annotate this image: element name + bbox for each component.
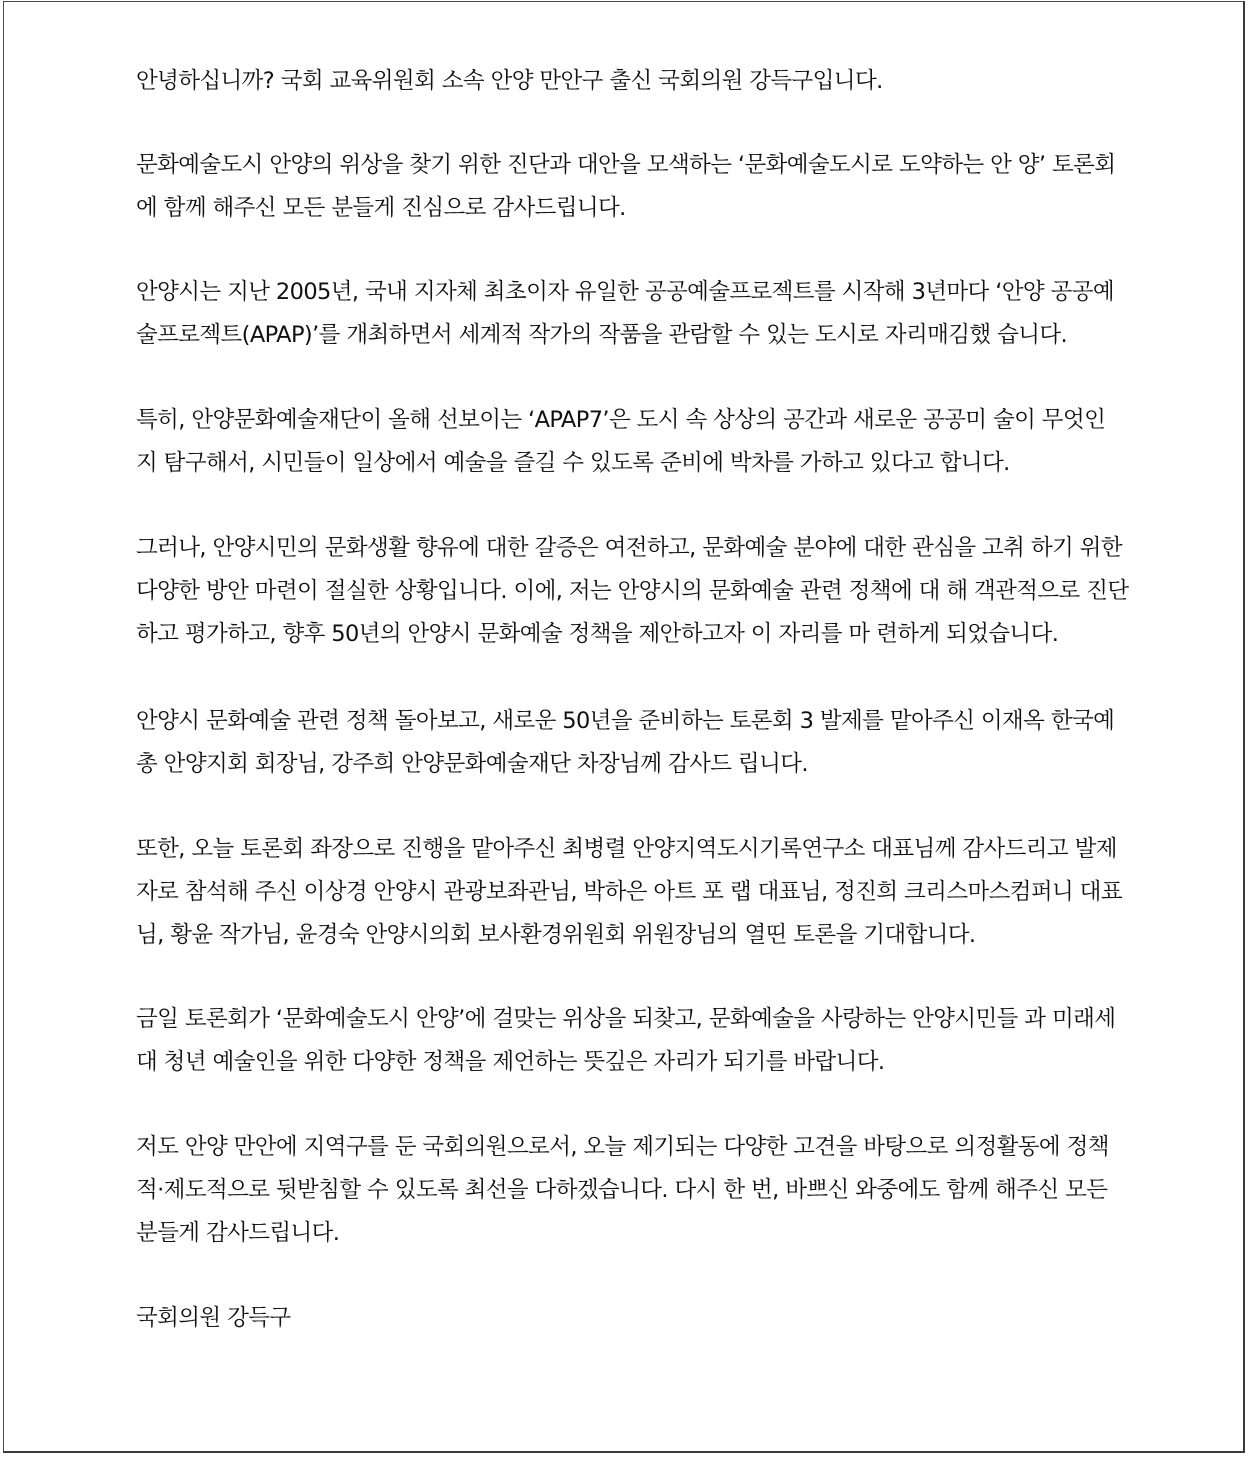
- paragraph-presenter-thanks: [136, 700, 1156, 786]
- text-line: 지 탐구해서, 시민들이 일상에서 예술을 즐길 수 있도록 준비에 박차를 가하고 있다고 합니다.: [136, 450, 1010, 476]
- text-line: 안양시는 지난 2005년, 국내 지자체 최초이자 유일한 공공예술프로젝트를 시작해 3년마다 ‘안양 공공예: [136, 279, 1115, 305]
- paragraph-thanks-attendance: [136, 144, 1156, 230]
- paragraph-hope: [136, 998, 1156, 1084]
- text-line: 금일 토론회가 ‘문화예술도시 안양’에 걸맞는 위상을 되찾고, 문화예술을 사랑하는 안양시민들 과 미래세: [136, 1006, 1116, 1032]
- paragraph-apap7: [136, 399, 1156, 485]
- paragraph-commitment: [136, 1126, 1156, 1255]
- text-line: 술프로젝트(APAP)’를 개최하면서 세계적 작가의 작품을 관람할 수 있는 도시로 자리매김했 습니다.: [136, 322, 1068, 348]
- paragraph-purpose: [136, 527, 1156, 656]
- text-line: 분들게 감사드립니다.: [136, 1220, 340, 1246]
- text-line: 대 청년 예술인을 위한 다양한 정책을 제언하는 뜻깊은 자리가 되기를 바랍니다.: [136, 1049, 885, 1075]
- signature-name: 국회의원 강득구: [136, 1305, 291, 1331]
- text-line: 적·제도적으로 뒷받침할 수 있도록 최선을 다하겠습니다. 다시 한 번, 바쁘신 와중에도 함께 해주신 모든: [136, 1177, 1108, 1203]
- document-frame: [3, 1, 1245, 1453]
- text-line: 또한, 오늘 토론회 좌장으로 진행을 맡아주신 최병렬 안양지역도시기록연구소 대표님께 감사드리고 발제: [136, 836, 1117, 862]
- text-line: 안양시 문화예술 관련 정책 돌아보고, 새로운 50년을 준비하는 토론회 3 발제를 맡아주신 이재옥 한국예: [136, 708, 1115, 734]
- paragraph-apap-history: [136, 271, 1156, 357]
- text-line: 그러나, 안양시민의 문화생활 향유에 대한 갈증은 여전하고, 문화예술 분야에 대한 관심을 고취 하기 위한: [136, 535, 1122, 561]
- signature: [136, 1297, 1156, 1340]
- paragraph-panel-thanks: [136, 828, 1156, 957]
- text-line: 다양한 방안 마련이 절실한 상황입니다. 이에, 저는 안양시의 문화예술 관련 정책에 대 해 객관적으로 진단: [136, 578, 1129, 604]
- text-line: 에 함께 해주신 모든 분들게 진심으로 감사드립니다.: [136, 195, 626, 221]
- letter-body: [136, 60, 1156, 1384]
- paragraph-greeting: [136, 60, 1156, 103]
- text-line: 님, 황윤 작가님, 윤경숙 안양시의회 보사환경위원회 위원장님의 열띤 토론을 기대합니다.: [136, 922, 976, 948]
- text-line: 특히, 안양문화예술재단이 올해 선보이는 ‘APAP7’은 도시 속 상상의 공간과 새로운 공공미 술이 무엇인: [136, 407, 1106, 433]
- text-line: 안녕하십니까? 국회 교육위원회 소속 안양 만안구 출신 국회의원 강득구입니다.: [136, 68, 883, 94]
- text-line: 하고 평가하고, 향후 50년의 안양시 문화예술 정책을 제안하고자 이 자리를 마 련하게 되었습니다.: [136, 621, 1059, 647]
- text-line: 총 안양지회 회장님, 강주희 안양문화예술재단 차장님께 감사드 립니다.: [136, 751, 808, 777]
- text-line: 자로 참석해 주신 이상경 안양시 관광보좌관님, 박하은 아트 포 랩 대표님, 정진희 크리스마스컴퍼니 대표: [136, 879, 1122, 905]
- text-line: 저도 안양 만안에 지역구를 둔 국회의원으로서, 오늘 제기되는 다양한 고견을 바탕으로 의정활동에 정책: [136, 1134, 1109, 1160]
- text-line: 문화예술도시 안양의 위상을 찾기 위한 진단과 대안을 모색하는 ‘문화예술도시로 도약하는 안 양’ 토론회: [136, 152, 1116, 178]
